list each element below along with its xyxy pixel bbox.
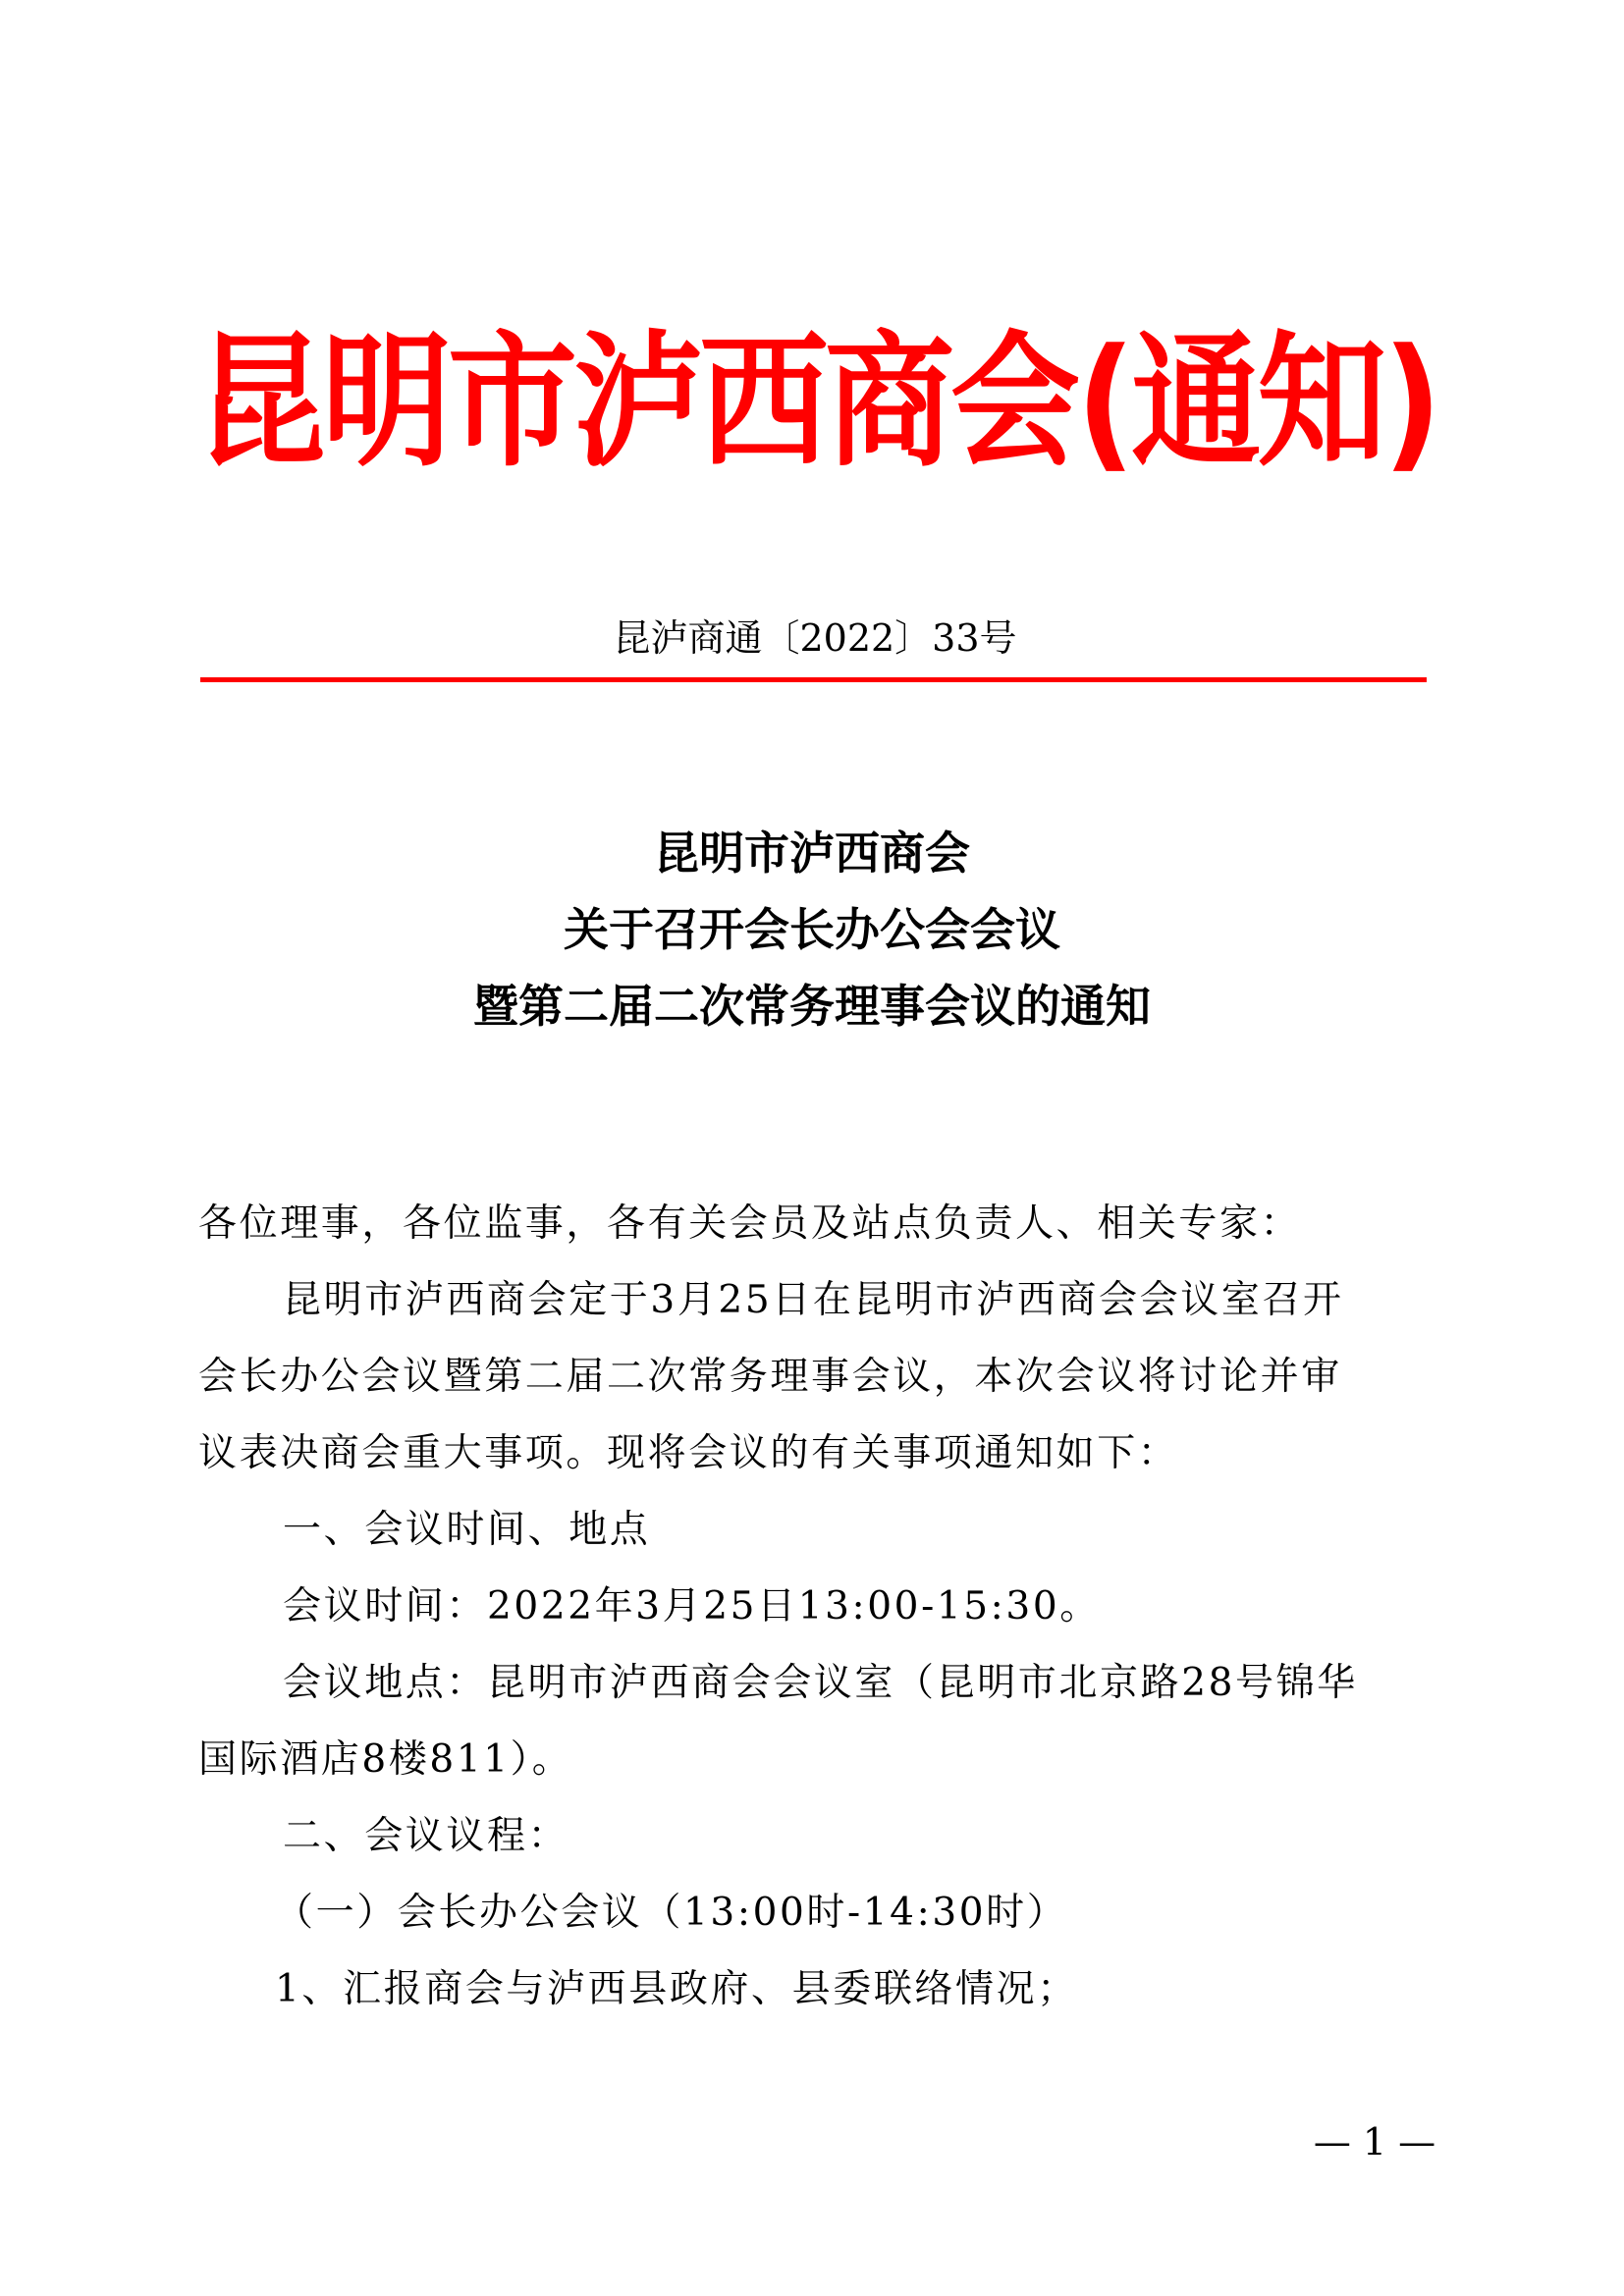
section-2-heading: 二、会议议程： [283,1814,569,1858]
meeting-time: 会议时间：2022年3月25日13:00-15:30。 [283,1584,1101,1629]
page-number: — 1 — [1313,2120,1436,2163]
title-line-2: 关于召开会长办公会会议 [564,903,1060,956]
red-heading: 昆明市泸西商会(通知) [196,317,1438,488]
intro-line-3: 议表决商会重大事项。现将会议的有关事项通知如下： [198,1431,1179,1475]
title-line-3: 暨第二届二次常务理事会议的通知 [473,980,1151,1033]
intro-line-1: 昆明市泸西商会定于3月25日在昆明市泸西商会会议室召开 [283,1278,1344,1322]
notice-body [198,1186,1435,2028]
section-1-heading: 一、会议时间、地点 [283,1508,651,1552]
document-number: 昆泸商通〔2022〕33号 [613,616,1017,660]
notice-title [196,815,1428,1044]
meeting-place-line-1: 会议地点：昆明市泸西商会会议室（昆明市北京路28号锦华 [283,1661,1358,1705]
agenda-item-1: 1、汇报商会与泸西县政府、县委联络情况； [275,1967,1078,2011]
salutation: 各位理事，各位监事，各有关会员及站点负责人、相关专家： [198,1201,1302,1246]
meeting-place-line-2: 国际酒店8楼811）。 [198,1737,573,1782]
red-divider [200,677,1427,682]
intro-line-2: 会长办公会议暨第二届二次常务理事会议，本次会议将讨论并审 [198,1355,1342,1399]
title-line-1: 昆明市泸西商会 [654,827,970,880]
subsection-1-heading: （一）会长办公会议（13:00时-14:30时） [275,1891,1068,1935]
